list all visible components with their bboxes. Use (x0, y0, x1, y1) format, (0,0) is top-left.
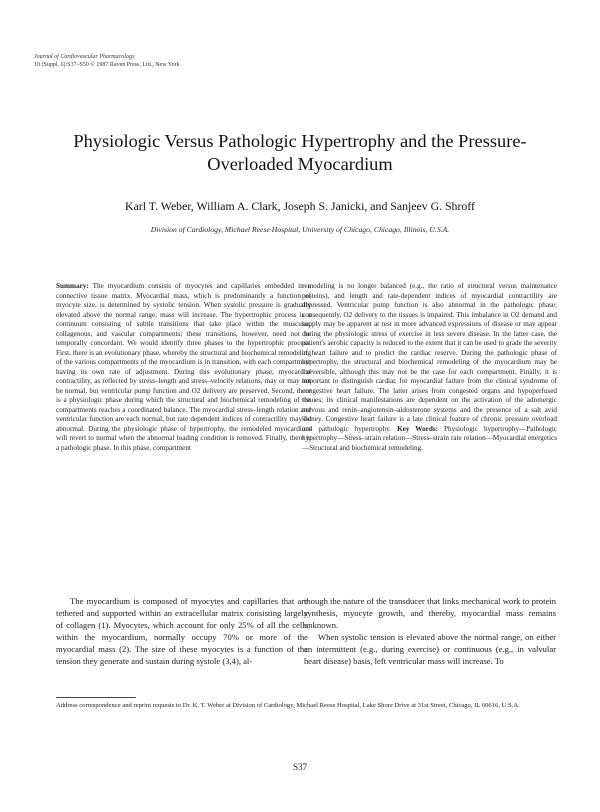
abstract-text-right: remodeling is no longer balanced (e.g., the ratio of structural versus maintenance proteins), and length and rate-dependent indices of myocardial contractility are depressed. Ventricular pump function is also abnormal in the pathologic phase; consequently, O2 delivery to the tissues is impaired. This imbalance in O2 demand and supply may be apparent at rest in more advanced expressions of disease or may appear during the physiologic stress of exercise in less severe disease. In the latter case, the patient's aerobic capacity is reduced to the extent that it can be used to grade the severity of heart failure and to predict the cardiac reserve. During the pathologic phase of hypertrophy, the structural and biochemical remodeling of the myocardium may be irreversible, although this may not be the case for each compartment. Finally, it is important to distinguish cardiac for myocardial failure from the clinical syndrome of congestive heart failure. The latter arises from congested organs and hypoperfused tissues; its clinical manifestations are dependent on the activation of the adrenergic nervous and renin–angiotensin–aldosterone systems and the presence of a salt avid kidney. Congestive heart failure is a late clinical feature of chronic pressure overload and pathologic hypertrophy. (302, 282, 557, 433)
correspondence-footnote: Address correspondence and reprint requests to Dr. K. T. Weber at Division of Cardiology, Michael Reese Hospital, Lake Shore Drive at 31st Street, Chicago, IL 60616, U.S.A. (56, 702, 520, 709)
body-paragraph-1: The myocardium is composed of myocytes and capillaries that are tethered and supported within an extracellular matrix consisting largely of collagen (1). Myocytes, which account for only 25% of all the cells within the myocardium, normally occupy 70% or more of the myocardial mass (2). The size of these myocytes is a function of the tension they generate and sustain during systole (3,4), al- (56, 596, 308, 667)
body-paragraph-2: When systolic tension is elevated above the normal range, on either an intermittent (e.g., during exercise) or continuous (e.g., in valvular heart disease) basis, left ventricular mass will increase. To (304, 632, 556, 667)
journal-header (34, 54, 334, 69)
journal-name: Journal of Cardiovascular Pharmacology (34, 54, 135, 60)
abstract-label: Summary: (56, 282, 89, 290)
body-paragraph-1-continued: though the nature of the transducer that links mechanical work to protein synthesis, myocyte growth, and thereby, myocardial mass remains unknown. (304, 596, 556, 631)
keywords-label: Key Words: (397, 424, 439, 433)
keywords-text: Physiologic hypertrophy—Pathologic hypertrophy—Stress–strain relation—Stress–strain rate relation—Myocardial energetics—Structural and biochemical remodeling. (302, 424, 558, 452)
page-number: S37 (292, 762, 307, 772)
abstract-left-column (56, 282, 311, 453)
abstract-right-column (302, 282, 557, 453)
footnote-divider (56, 697, 136, 698)
author-list: Karl T. Weber, William A. Clark, Joseph S. Janicki, and Sanjeev G. Shroff (125, 199, 475, 213)
journal-citation: 10 (Suppl. 6):S37–S50 © 1987 Raven Press, Ltd., New York (34, 61, 180, 68)
body-left-column (56, 595, 308, 668)
paper-title: Physiologic Versus Pathologic Hypertrophy and the Pressure-Overloaded Myocardium (73, 131, 527, 174)
abstract-text-left: The myocardium consists of myocytes and capillaries embedded in a connective tissue matrix. Myocardial mass, which is predominantly a function of myocyte size, is determined by systolic tension. When systolic pressure is gradually elevated above the normal range, mass will increase. The hypertrophic process is a continuum consisting of subtle transitions that take place within the muscular, collagenous, and vascular compartments; these transitions, however, need not be temporally concordant. We would identify three phases to the hypertrophic process. First, there is an evolutionary phase, whereby the structural and biochemical remodeling of the various compartments of the myocardium is in transition, with each compartment having its own rate of adjustment. During this evolutionary phase, myocardial contractility, as reflected by stress–length and stress–velocity relations, may or may not be normal, but ventricular pump function and O2 delivery are preserved. Second, there is a physiologic phase during which the structural and biochemical remodeling of the compartments reaches a coordinated balance. The myocardial stress–length relation and ventricular function are each normal, but rate dependent indices of contractility may be abnormal. During the physiologic phase of hypertrophy, the remodeled myocardium will revert to normal when the abnormal loading condition is removed. Finally, there is a pathologic phase. In this phase, compartment (56, 282, 311, 452)
affiliation: Division of Cardiology, Michael Reese Hospital, University of Chicago, Chicago, Illinois, U.S.A. (150, 225, 450, 234)
body-right-column (304, 595, 556, 668)
